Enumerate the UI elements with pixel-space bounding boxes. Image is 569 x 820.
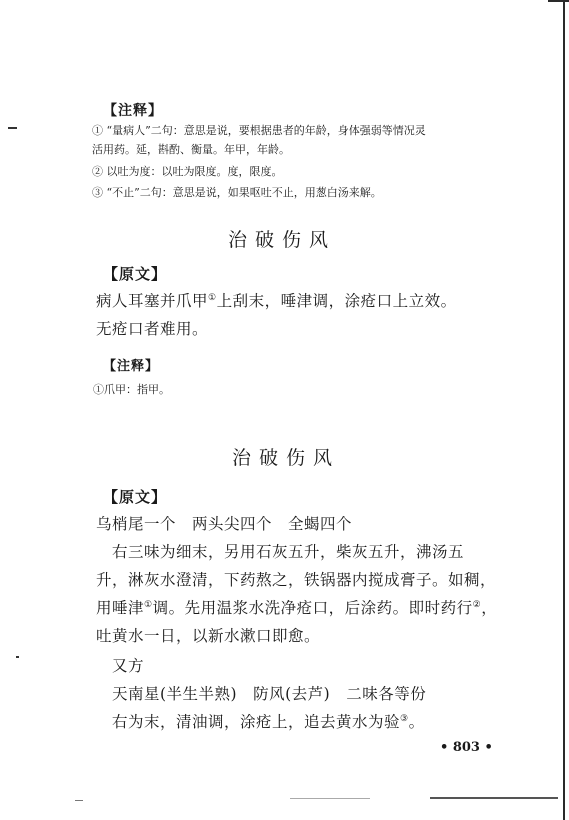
text-line-5: 吐黄水一日，以新水漱口即愈。 [96, 627, 321, 645]
note-fingernail: ①爪甲：指甲。 [93, 383, 170, 396]
section-heading-notes-1: 【注释】 [103, 103, 163, 119]
alternate-instructions-line: 右为末，清油调，涂疮上，追去黄水为验③。 [112, 713, 425, 731]
note-1-line-1: ① “量病人”二句：意思是说，要根据患者的年龄，身体强弱等情况灵 [92, 124, 426, 137]
section-heading-original-1: 【原文】 [103, 265, 168, 283]
note-2: ② 以吐为度：以吐为限度。度，限度。 [92, 165, 283, 178]
note-3: ③ “不止”二句：意思是说，如果呕吐不止，用葱白汤来解。 [92, 186, 382, 199]
scan-border-right [563, 0, 565, 820]
scan-artifact-dot [16, 656, 19, 658]
alternate-ingredients-line: 天南星(半生半熟) 防风(去芦) 二味各等份 [112, 685, 427, 703]
page-number: • 803 • [440, 740, 493, 755]
text-line-3: 升，淋灰水澄清，下药熬之，铁锅器内搅成膏子。如稠， [96, 571, 497, 589]
text-line-4: 用唾津①调。先用温浆水洗净疮口，后涂药。即时药行②， [96, 599, 498, 617]
bottom-scan-line-left [290, 798, 370, 799]
scan-artifact-mark [8, 127, 17, 129]
ingredients-line: 乌梢尾一个 两头尖四个 全蝎四个 [96, 515, 353, 533]
alternate-recipe-label: 又方 [112, 657, 145, 675]
section-heading-original-2: 【原文】 [103, 488, 168, 506]
section-title-2: 治破伤风 [232, 447, 341, 469]
text-line-2: 右三味为细末，另用石灰五升，柴灰五升，沸汤五 [112, 543, 465, 561]
section-title-1: 治破伤风 [228, 229, 337, 251]
original-text-line-2: 无疮口者难用。 [96, 320, 209, 338]
note-1-line-2: 活用药。延，斟酌、衡量。年甲，年龄。 [92, 143, 290, 156]
scan-border-top [548, 0, 569, 2]
bottom-scan-line-right [430, 797, 558, 799]
section-heading-notes-2: 【注释】 [103, 359, 160, 374]
scan-artifact-dash [75, 800, 83, 801]
original-text-line-1: 病人耳塞并爪甲①上刮末，唾津调，涂疮口上立效。 [96, 292, 457, 310]
